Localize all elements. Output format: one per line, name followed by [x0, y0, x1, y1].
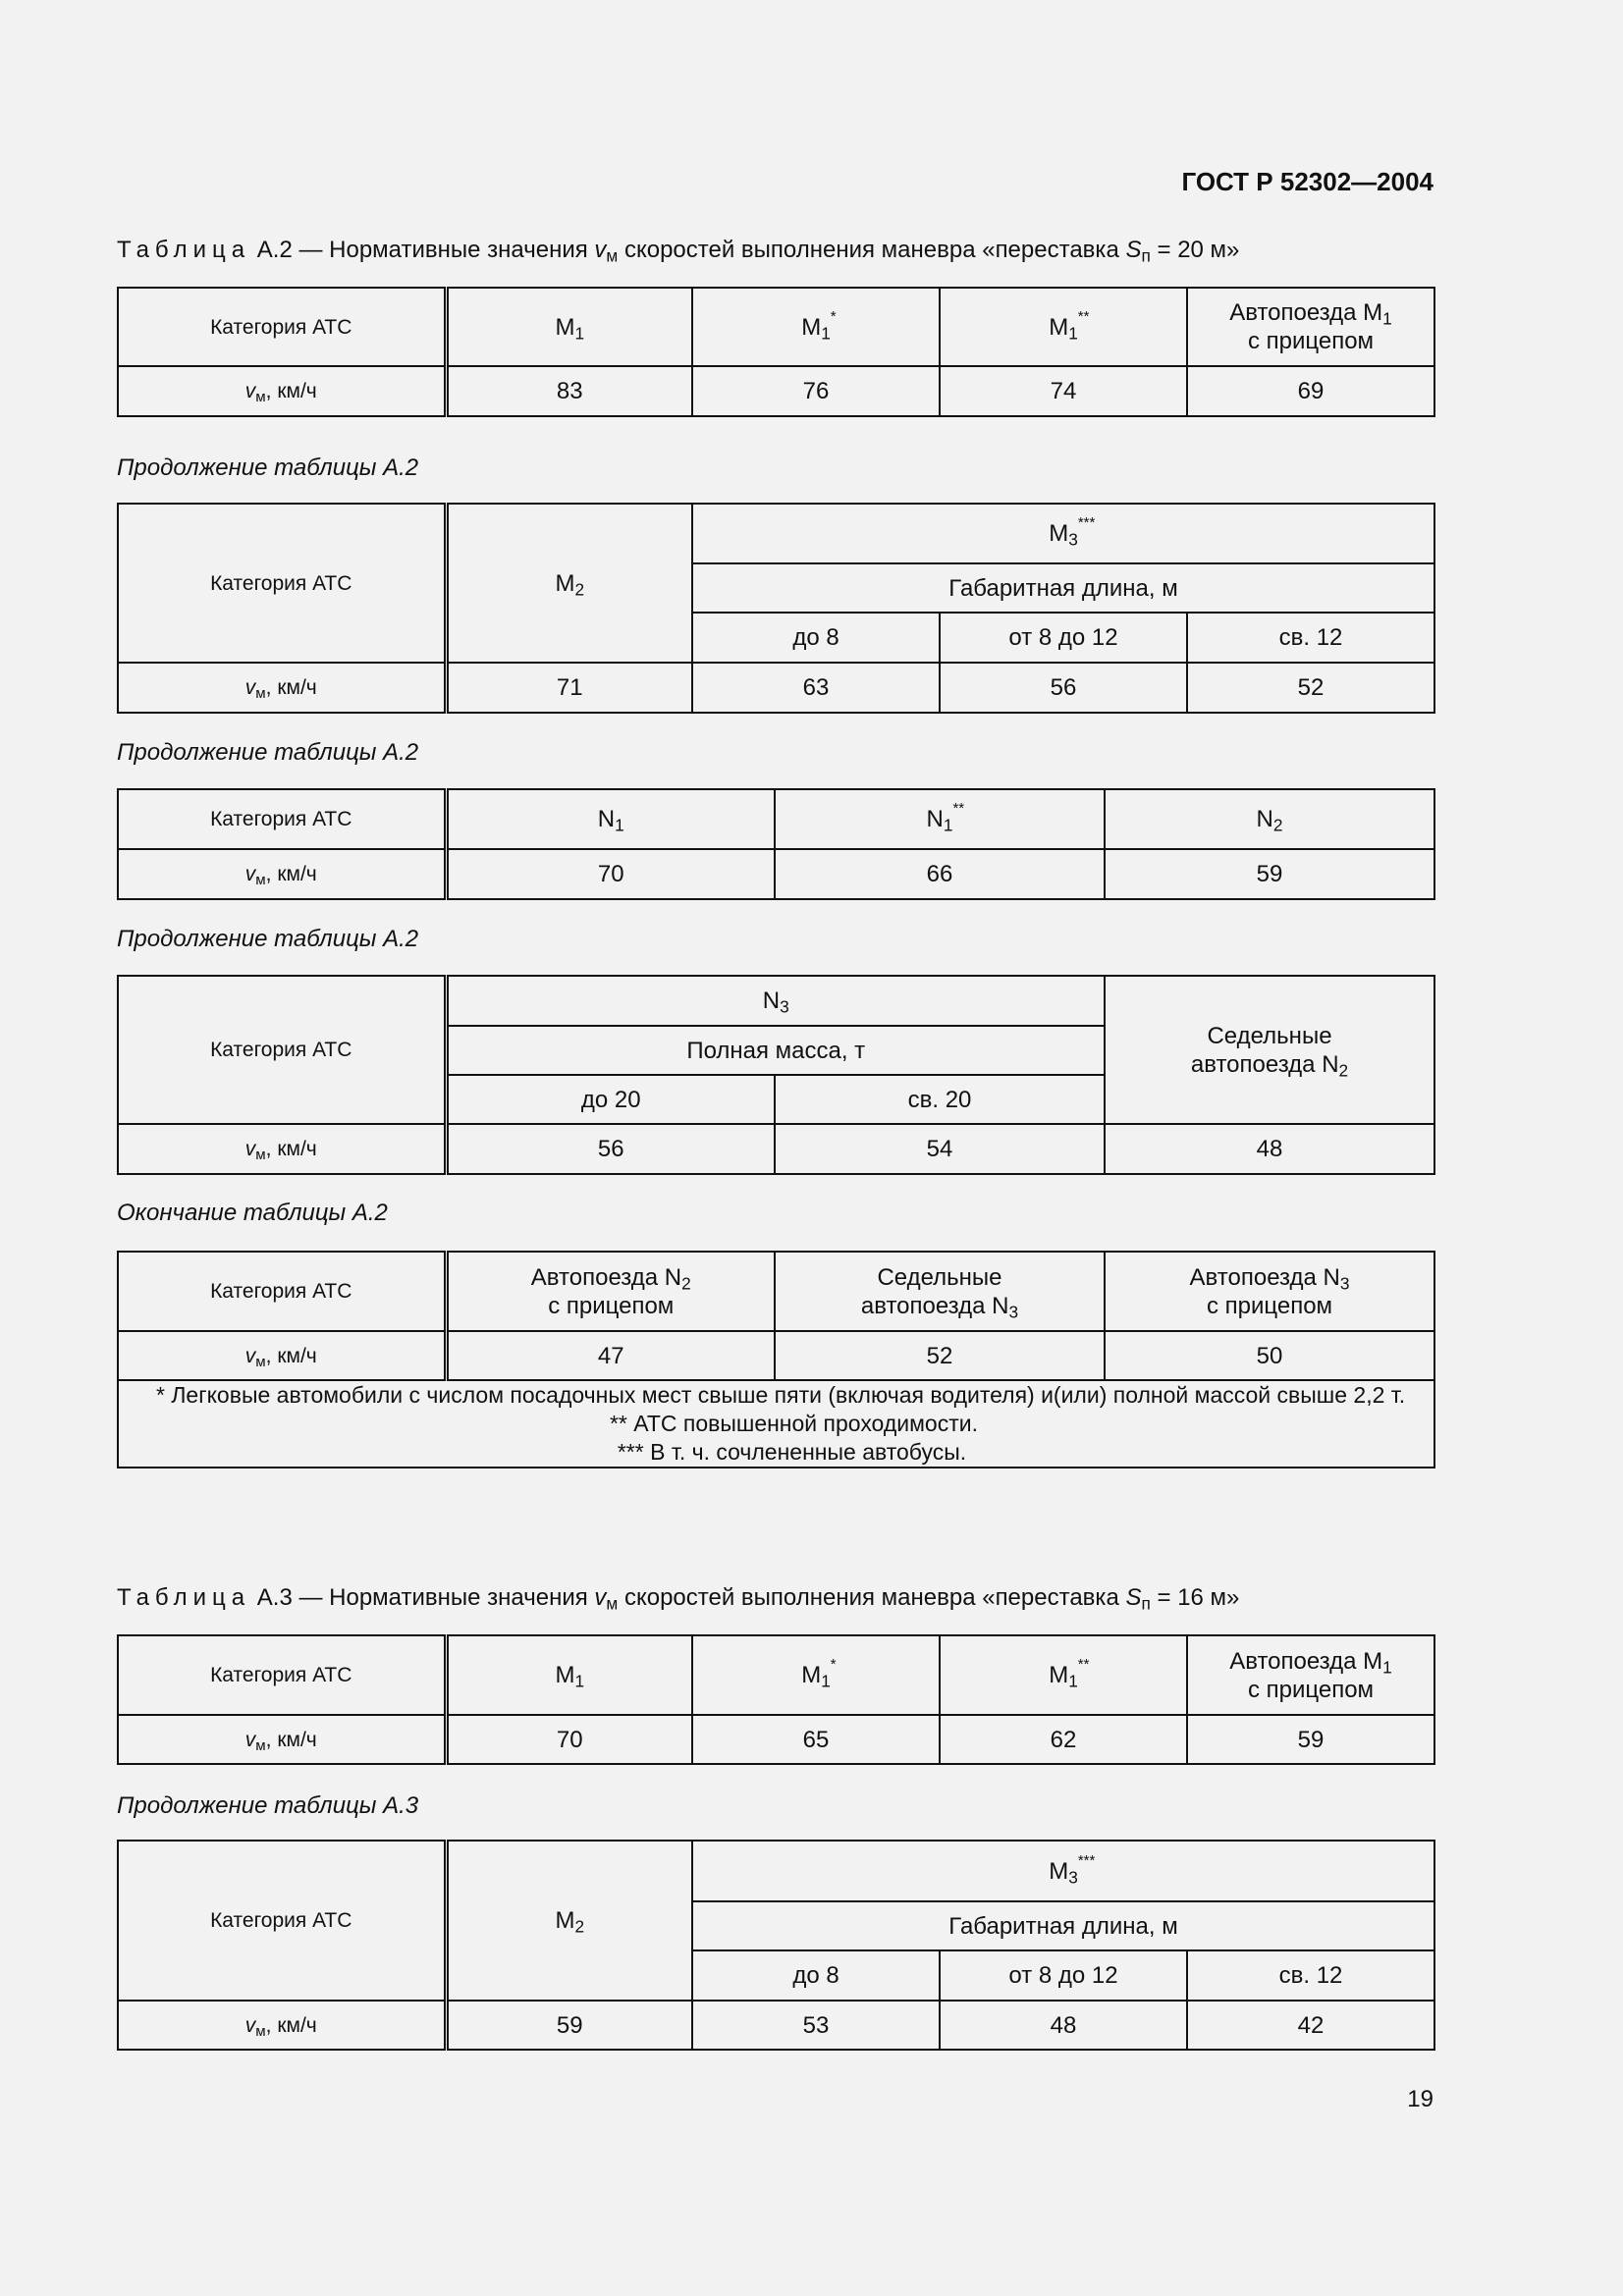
header-road-train-n2: Автопоезда $N_2$ с прицепом — [446, 1252, 775, 1331]
length-label: Габаритная длина, м — [692, 563, 1434, 613]
value-cell: 48 — [940, 2001, 1187, 2050]
speed-label: $v_м$, км/ч — [118, 1331, 446, 1380]
caption-prefix: А.2 — Нормативные значения — [250, 237, 595, 263]
table-a2-end — [117, 1251, 1435, 1468]
value-cell: 83 — [446, 366, 692, 416]
caption-v: v — [594, 1584, 607, 1611]
speed-label: $v_м$, км/ч — [118, 849, 446, 899]
value-cell: 59 — [1187, 1715, 1434, 1764]
category-label: Категория АТС — [118, 504, 446, 663]
note-1: * Легковые автомобили с числом посадочных мест свыше пяти (включая водителя) и(или) полной массой свыше 2,2 т. — [156, 1382, 1406, 1408]
caption-prefix: А.3 — Нормативные значения — [250, 1584, 595, 1611]
table-row — [118, 366, 1434, 416]
table-header-row — [118, 288, 1434, 366]
header-n3-group: $N_3$ — [446, 976, 1105, 1026]
continuation-title: Продолжение таблицы А.2 — [117, 454, 419, 481]
value-cell: 71 — [446, 663, 692, 713]
value-cell: 53 — [692, 2001, 940, 2050]
caption-s-sub: п — [1141, 1593, 1151, 1614]
mass-group: св. 20 — [775, 1075, 1105, 1124]
mass-group: до 20 — [446, 1075, 775, 1124]
caption-word: Таблица — [117, 1584, 251, 1611]
caption-suffix: = 16 м» — [1150, 1584, 1240, 1611]
value-cell: 54 — [775, 1124, 1105, 1174]
header-m2: $M_2$ — [446, 504, 692, 663]
header-semitrailer-n3: Седельные автопоезда $N_3$ — [775, 1252, 1105, 1331]
caption-word: Таблица — [117, 237, 251, 263]
table-row — [118, 1331, 1434, 1380]
continuation-title: Продолжение таблицы А.2 — [117, 739, 419, 766]
value-cell: 74 — [940, 366, 1187, 416]
continuation-title: Продолжение таблицы А.3 — [117, 1792, 419, 1819]
header-m1-star: $M_1$ * — [692, 1635, 940, 1715]
header-road-train-m1: Автопоезда $M_1$ с прицепом — [1187, 288, 1434, 366]
header-n2: $N_2$ — [1105, 789, 1434, 849]
value-cell: 63 — [692, 663, 940, 713]
table-a3-cont1 — [117, 1840, 1435, 2051]
category-label: Категория АТС — [118, 1635, 446, 1715]
category-label: Категория АТС — [118, 976, 446, 1124]
value-cell: 59 — [446, 2001, 692, 2050]
header-m3-group: $M_3$ *** — [692, 1841, 1434, 1901]
caption-v: v — [594, 237, 607, 263]
header-m1: $M_1$ — [446, 288, 692, 366]
table-row — [118, 1124, 1434, 1174]
length-group: от 8 до 12 — [940, 1950, 1187, 2001]
header-road-train-m1: Автопоезда $M_1$ с прицепом — [1187, 1635, 1434, 1715]
value-cell: 62 — [940, 1715, 1187, 1764]
value-cell: 70 — [446, 849, 775, 899]
caption-suffix: = 20 м» — [1150, 237, 1240, 263]
length-group: до 8 — [692, 613, 940, 663]
header-m2: $M_2$ — [446, 1841, 692, 2001]
length-group: до 8 — [692, 1950, 940, 2001]
page-number: 19 — [1407, 2086, 1434, 2112]
table-notes — [118, 1380, 1434, 1468]
caption-s: S — [1125, 1584, 1142, 1611]
speed-label: $v_м$, км/ч — [118, 1715, 446, 1764]
caption-middle: скоростей выполнения маневра «переставка — [618, 237, 1126, 263]
value-cell: 69 — [1187, 366, 1434, 416]
speed-label: $v_м$, км/ч — [118, 663, 446, 713]
category-label: Категория АТС — [118, 288, 446, 366]
table-a2-cont1 — [117, 503, 1435, 714]
header-m1: $M_1$ — [446, 1635, 692, 1715]
table-row — [118, 663, 1434, 713]
value-cell: 56 — [446, 1124, 775, 1174]
header-m1-2star: $M_1$ ** — [940, 288, 1187, 366]
end-title: Окончание таблицы А.2 — [117, 1200, 388, 1226]
value-cell: 65 — [692, 1715, 940, 1764]
value-cell: 66 — [775, 849, 1105, 899]
caption-v-sub: м — [606, 1593, 619, 1614]
category-label: Категория АТС — [118, 1841, 446, 2001]
header-semitrailer-n2: Седельные автопоезда $N_2$ — [1105, 976, 1434, 1124]
category-label: Категория АТС — [118, 1252, 446, 1331]
speed-label: $v_м$, км/ч — [118, 2001, 446, 2050]
length-group: от 8 до 12 — [940, 613, 1187, 663]
table-row — [118, 1715, 1434, 1764]
value-cell: 47 — [446, 1331, 775, 1380]
table-row — [118, 849, 1434, 899]
value-cell: 52 — [1187, 663, 1434, 713]
table-row — [118, 2001, 1434, 2050]
header-n1: $N_1$ — [446, 789, 775, 849]
mass-label: Полная масса, т — [446, 1026, 1105, 1075]
value-cell: 48 — [1105, 1124, 1434, 1174]
value-cell: 76 — [692, 366, 940, 416]
note-3: *** В т. ч. сочлененные автобусы. — [617, 1439, 967, 1465]
note-2: ** АТС повышенной проходимости. — [609, 1411, 978, 1436]
table-a2-part1 — [117, 287, 1435, 417]
table-a2-cont2 — [117, 788, 1435, 900]
length-group: св. 12 — [1187, 613, 1434, 663]
value-cell: 56 — [940, 663, 1187, 713]
value-cell: 42 — [1187, 2001, 1434, 2050]
speed-label: $v_м$, км/ч — [118, 366, 446, 416]
caption-v-sub: м — [606, 245, 619, 266]
caption-s: S — [1125, 237, 1142, 263]
notes-row — [118, 1380, 1434, 1468]
value-cell: 59 — [1105, 849, 1434, 899]
value-cell: 50 — [1105, 1331, 1434, 1380]
length-group: св. 12 — [1187, 1950, 1434, 2001]
table-a2-cont3 — [117, 975, 1435, 1175]
value-cell: 70 — [446, 1715, 692, 1764]
header-m3-group: $M_3$ *** — [692, 504, 1434, 563]
caption-middle: скоростей выполнения маневра «переставка — [618, 1584, 1126, 1611]
category-label: Категория АТС — [118, 789, 446, 849]
header-road-train-n3: Автопоезда $N_3$ с прицепом — [1105, 1252, 1434, 1331]
header-m1-star: $M_1$ * — [692, 288, 940, 366]
length-label: Габаритная длина, м — [692, 1901, 1434, 1950]
document-header: ГОСТ Р 52302—2004 — [1181, 167, 1434, 196]
table-a2-caption — [117, 237, 1239, 264]
caption-s-sub: п — [1141, 245, 1151, 266]
table-a3-caption — [117, 1584, 1239, 1612]
table-a3-part1 — [117, 1634, 1435, 1765]
speed-label: $v_м$, км/ч — [118, 1124, 446, 1174]
value-cell: 52 — [775, 1331, 1105, 1380]
header-m1-2star: $M_1$ ** — [940, 1635, 1187, 1715]
header-n1-2star: $N_1$ ** — [775, 789, 1105, 849]
continuation-title: Продолжение таблицы А.2 — [117, 926, 419, 952]
